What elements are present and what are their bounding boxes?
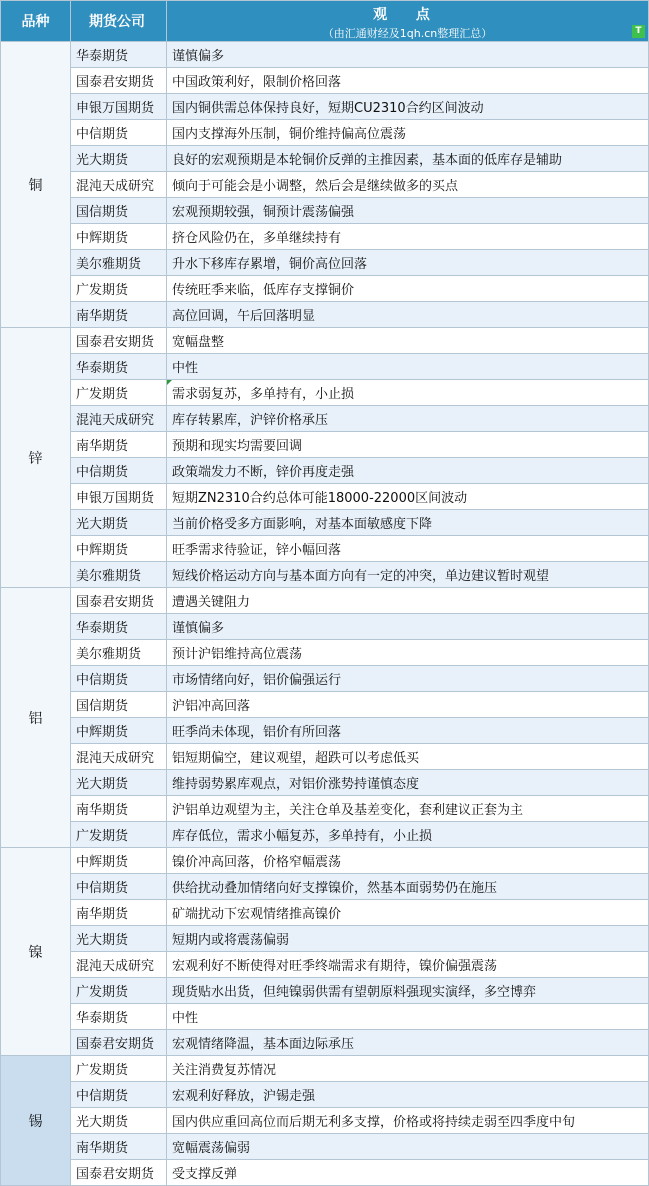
table-row <box>1 120 649 146</box>
table-row <box>1 874 649 900</box>
table-row <box>1 978 649 1004</box>
view-cell: 短线价格运动方向与基本面方向有一定的冲突，单边建议暂时观望 <box>167 562 649 588</box>
variety-cell: 镍 <box>1 848 71 1056</box>
company-cell: 中辉期货 <box>71 224 167 250</box>
view-cell: 沪铝单边观望为主，关注仓单及基差变化，套利建议正套为主 <box>167 796 649 822</box>
company-cell: 广发期货 <box>71 380 167 406</box>
table-row <box>1 42 649 68</box>
table-row <box>1 380 649 406</box>
table-row <box>1 744 649 770</box>
view-cell: 受支撑反弹 <box>167 1160 649 1186</box>
company-cell: 申银万国期货 <box>71 94 167 120</box>
header-company: 期货公司 <box>71 1 167 42</box>
company-cell: 广发期货 <box>71 978 167 1004</box>
company-cell: 华泰期货 <box>71 1004 167 1030</box>
variety-cell: 锡 <box>1 1056 71 1186</box>
view-cell: 高位回调，午后回落明显 <box>167 302 649 328</box>
table-row <box>1 666 649 692</box>
company-cell: 国泰君安期货 <box>71 68 167 94</box>
variety-cell: 锌 <box>1 328 71 588</box>
company-cell: 华泰期货 <box>71 42 167 68</box>
table-row <box>1 406 649 432</box>
table-row <box>1 94 649 120</box>
view-cell: 沪铝冲高回落 <box>167 692 649 718</box>
company-cell: 申银万国期货 <box>71 484 167 510</box>
company-cell: 光大期货 <box>71 1108 167 1134</box>
company-cell: 光大期货 <box>71 926 167 952</box>
table-row <box>1 536 649 562</box>
header-view <box>167 1 649 42</box>
company-cell: 中信期货 <box>71 120 167 146</box>
view-cell: 现货贴水出货，但纯镍弱供需有望朝原料强现实演绎，多空博弈 <box>167 978 649 1004</box>
company-cell: 中信期货 <box>71 666 167 692</box>
translate-badge-icon[interactable]: T <box>632 25 645 38</box>
company-cell: 南华期货 <box>71 302 167 328</box>
variety-cell: 铝 <box>1 588 71 848</box>
table-row <box>1 1056 649 1082</box>
company-cell: 美尔雅期货 <box>71 640 167 666</box>
view-cell: 政策端发力不断，锌价再度走强 <box>167 458 649 484</box>
view-cell: 维持弱势累库观点，对铝价涨势持谨慎态度 <box>167 770 649 796</box>
table-row <box>1 588 649 614</box>
company-cell: 中信期货 <box>71 458 167 484</box>
company-cell: 中辉期货 <box>71 848 167 874</box>
company-cell: 混沌天成研究 <box>71 406 167 432</box>
company-cell: 混沌天成研究 <box>71 172 167 198</box>
table-row <box>1 848 649 874</box>
company-cell: 华泰期货 <box>71 614 167 640</box>
view-cell: 宏观利好不断使得对旺季终端需求有期待，镍价偏强震荡 <box>167 952 649 978</box>
view-cell: 短期ZN2310合约总体可能18000-22000区间波动 <box>167 484 649 510</box>
table-row <box>1 68 649 94</box>
table-row <box>1 614 649 640</box>
table-row <box>1 1004 649 1030</box>
view-cell: 挤仓风险仍在，多单继续持有 <box>167 224 649 250</box>
view-cell: 需求弱复苏，多单持有，小止损 <box>167 380 649 406</box>
company-cell: 南华期货 <box>71 432 167 458</box>
company-cell: 中辉期货 <box>71 718 167 744</box>
company-cell: 国泰君安期货 <box>71 1160 167 1186</box>
company-cell: 国泰君安期货 <box>71 1030 167 1056</box>
company-cell: 混沌天成研究 <box>71 744 167 770</box>
table-row <box>1 1108 649 1134</box>
table-row <box>1 432 649 458</box>
company-cell: 光大期货 <box>71 770 167 796</box>
view-cell: 倾向于可能会是小调整，然后会是继续做多的买点 <box>167 172 649 198</box>
table-row <box>1 172 649 198</box>
company-cell: 南华期货 <box>71 1134 167 1160</box>
table-row <box>1 198 649 224</box>
table-row <box>1 770 649 796</box>
view-cell: 良好的宏观预期是本轮铜价反弹的主推因素，基本面的低库存是辅助 <box>167 146 649 172</box>
view-cell: 谨慎偏多 <box>167 614 649 640</box>
table-row <box>1 1030 649 1056</box>
table-row <box>1 250 649 276</box>
view-cell: 矿端扰动下宏观情绪推高镍价 <box>167 900 649 926</box>
view-cell: 宽幅震荡偏弱 <box>167 1134 649 1160</box>
table-row <box>1 458 649 484</box>
table-row <box>1 484 649 510</box>
view-cell: 市场情绪向好，铝价偏强运行 <box>167 666 649 692</box>
view-cell: 关注消费复苏情况 <box>167 1056 649 1082</box>
company-cell: 华泰期货 <box>71 354 167 380</box>
header-view-title: 观 点 <box>373 7 442 23</box>
view-cell: 中国政策利好，限制价格回落 <box>167 68 649 94</box>
view-cell: 传统旺季来临，低库存支撑铜价 <box>167 276 649 302</box>
view-cell: 预计沪铝维持高位震荡 <box>167 640 649 666</box>
view-cell: 国内供应重回高位而后期无利多支撑，价格或将持续走弱至四季度中旬 <box>167 1108 649 1134</box>
table-row <box>1 146 649 172</box>
table-row <box>1 952 649 978</box>
table-row <box>1 718 649 744</box>
company-cell: 美尔雅期货 <box>71 562 167 588</box>
view-cell: 遭遇关键阻力 <box>167 588 649 614</box>
company-cell: 南华期货 <box>71 900 167 926</box>
view-cell: 旺季需求待验证，锌小幅回落 <box>167 536 649 562</box>
view-cell: 库存转累库，沪锌价格承压 <box>167 406 649 432</box>
table-row <box>1 692 649 718</box>
company-cell: 混沌天成研究 <box>71 952 167 978</box>
table-row <box>1 1134 649 1160</box>
table-row <box>1 276 649 302</box>
company-cell: 国泰君安期货 <box>71 588 167 614</box>
table-header <box>1 1 649 42</box>
table-row <box>1 1082 649 1108</box>
company-cell: 光大期货 <box>71 146 167 172</box>
header-row <box>1 1 649 42</box>
view-cell: 短期内或将震荡偏弱 <box>167 926 649 952</box>
company-cell: 广发期货 <box>71 1056 167 1082</box>
view-cell: 宏观情绪降温，基本面边际承压 <box>167 1030 649 1056</box>
company-cell: 国信期货 <box>71 198 167 224</box>
view-cell: 宏观预期较强，铜预计震荡偏强 <box>167 198 649 224</box>
company-cell: 中信期货 <box>71 1082 167 1108</box>
company-cell: 广发期货 <box>71 822 167 848</box>
table-row <box>1 224 649 250</box>
view-cell: 国内支撑海外压制，铜价维持偏高位震荡 <box>167 120 649 146</box>
table-row <box>1 354 649 380</box>
table-row <box>1 640 649 666</box>
table-body <box>1 42 649 1186</box>
company-cell: 光大期货 <box>71 510 167 536</box>
header-view-subtitle: （由汇通财经及1qh.cn整理汇总） <box>322 27 493 40</box>
table-row <box>1 796 649 822</box>
view-cell: 宏观利好释放，沪锡走强 <box>167 1082 649 1108</box>
view-cell: 镍价冲高回落，价格窄幅震荡 <box>167 848 649 874</box>
company-cell: 国信期货 <box>71 692 167 718</box>
company-cell: 南华期货 <box>71 796 167 822</box>
company-cell: 国泰君安期货 <box>71 328 167 354</box>
company-cell: 中信期货 <box>71 874 167 900</box>
header-variety: 品种 <box>1 1 71 42</box>
table-row <box>1 510 649 536</box>
view-cell: 库存低位，需求小幅复苏，多单持有，小止损 <box>167 822 649 848</box>
table-row <box>1 900 649 926</box>
view-cell: 预期和现实均需要回调 <box>167 432 649 458</box>
view-cell: 升水下移库存累增，铜价高位回落 <box>167 250 649 276</box>
table-row <box>1 562 649 588</box>
view-cell: 谨慎偏多 <box>167 42 649 68</box>
company-cell: 中辉期货 <box>71 536 167 562</box>
table-row <box>1 302 649 328</box>
view-cell: 旺季尚未体现，铝价有所回落 <box>167 718 649 744</box>
view-cell: 国内铜供需总体保持良好，短期CU2310合约区间波动 <box>167 94 649 120</box>
view-cell: 中性 <box>167 354 649 380</box>
company-cell: 美尔雅期货 <box>71 250 167 276</box>
view-cell: 铝短期偏空，建议观望，超跌可以考虑低买 <box>167 744 649 770</box>
table-row <box>1 822 649 848</box>
view-cell: 中性 <box>167 1004 649 1030</box>
company-cell: 广发期货 <box>71 276 167 302</box>
view-cell: 当前价格受多方面影响，对基本面敏感度下降 <box>167 510 649 536</box>
table-row <box>1 328 649 354</box>
variety-cell: 铜 <box>1 42 71 328</box>
view-cell: 供给扰动叠加情绪向好支撑镍价，然基本面弱势仍在施压 <box>167 874 649 900</box>
table-row <box>1 926 649 952</box>
view-cell: 宽幅盘整 <box>167 328 649 354</box>
